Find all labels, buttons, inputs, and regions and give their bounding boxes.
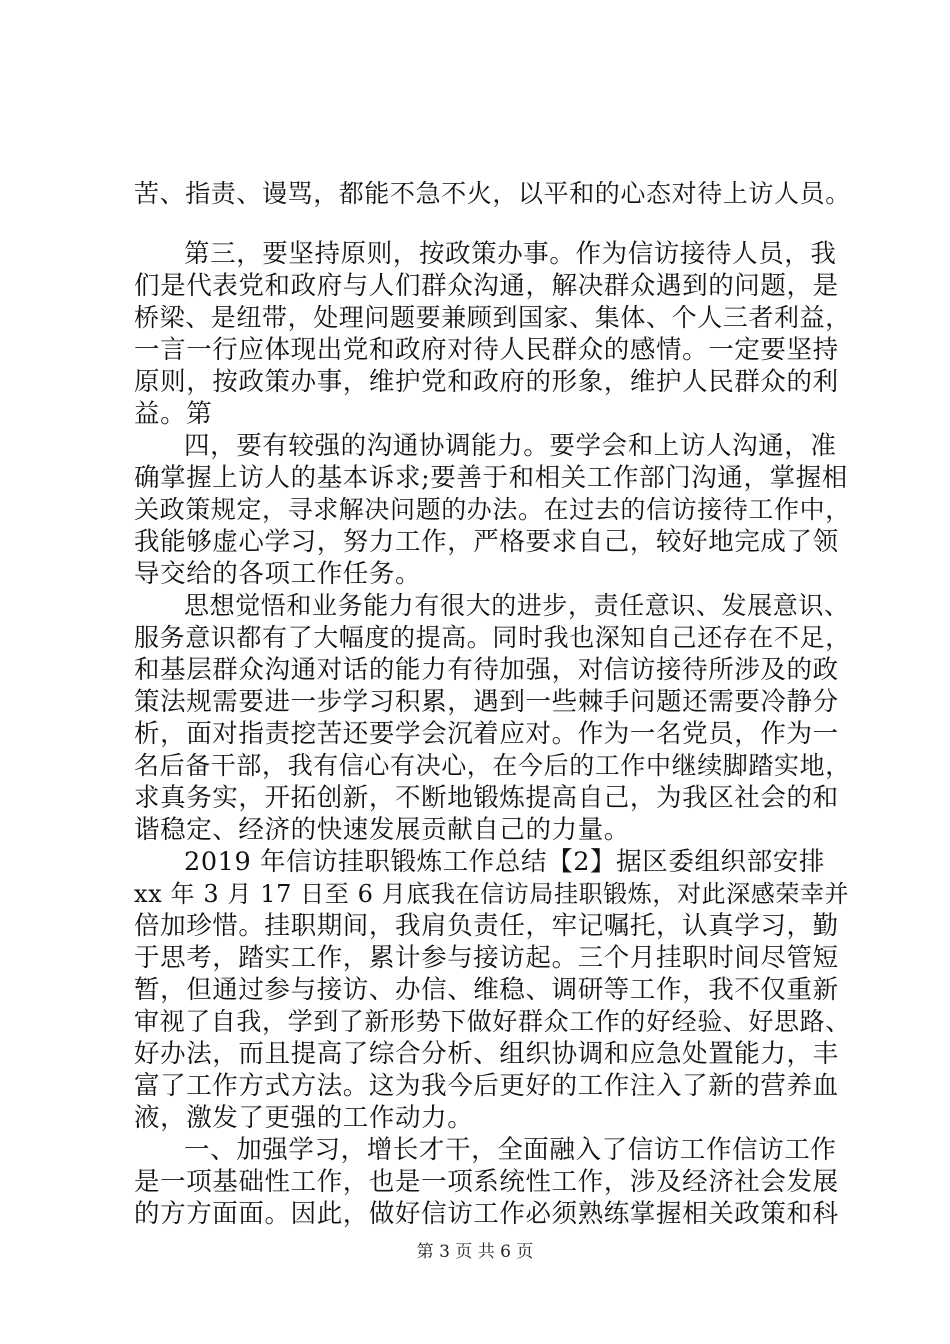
text-line: 桥梁、是纽带，处理问题要兼顾到国家、集体、个人三者利益， [134, 303, 851, 332]
text-line: 第三，要坚持原则，按政策办事。作为信访接待人员，我 [184, 239, 837, 269]
text-line: 暂，但通过参与接访、办信、维稳、调研等工作，我不仅重新 [134, 975, 839, 1005]
text-line: 导交给的各项工作任务。 [134, 559, 422, 589]
text-line: 服务意识都有了大幅度的提高。同时我也深知自己还存在不足， [134, 623, 851, 652]
text-line: 富了工作方式方法。这为我今后更好的工作注入了新的营养血 [134, 1071, 839, 1101]
text-line: 四，要有较强的沟通协调能力。要学会和上访人沟通，准 [184, 431, 837, 461]
text-line: 思想觉悟和业务能力有很大的进步，责任意识、发展意识、 [184, 591, 850, 620]
text-line: 谐稳定、经济的快速发展贡献自己的力量。 [134, 815, 630, 845]
text-line: 们是代表党和政府与人们群众沟通，解决群众遇到的问题，是 [134, 271, 839, 301]
text-line: 2019 年信访挂职锻炼工作总结【2】据区委组织部安排 [184, 847, 825, 877]
text-line: 审视了自我，学到了新形势下做好群众工作的好经验、好思路、 [134, 1007, 851, 1036]
text-line: 原则，按政策办事，维护党和政府的形象，维护人民群众的利 [134, 367, 839, 397]
text-line: 好办法，而且提高了综合分析、组织协调和应急处置能力，丰 [134, 1039, 839, 1069]
text-line: 液，激发了更强的工作动力。 [134, 1103, 474, 1133]
page-number-footer: 第 3 页 共 6 页 [416, 1242, 534, 1262]
text-line: 关政策规定，寻求解决问题的办法。在过去的信访接待工作中， [134, 495, 851, 524]
text-line: 一言一行应体现出党和政府对待人民群众的感情。一定要坚持 [134, 335, 839, 365]
text-line: 倍加珍惜。挂职期间，我肩负责任，牢记嘱托，认真学习，勤 [134, 911, 839, 941]
text-line: 我能够虚心学习，努力工作，严格要求自己，较好地完成了领 [134, 527, 839, 557]
text-line: 策法规需要进一步学习积累，遇到一些棘手问题还需要冷静分 [134, 687, 839, 717]
text-line: 于思考，踏实工作，累计参与接访起。三个月挂职时间尽管短 [134, 943, 839, 973]
text-line: 析，面对指责挖苦还要学会沉着应对。作为一名党员，作为一 [134, 719, 839, 749]
text-line: 的方方面面。因此，做好信访工作必须熟练掌握相关政策和科 [134, 1199, 839, 1229]
text-line: 苦、指责、谩骂，都能不急不火，以平和的心态对待上访人员。 [134, 179, 851, 208]
text-line: 确掌握上访人的基本诉求;要善于和相关工作部门沟通，掌握相 [134, 463, 848, 493]
text-line: 益。第 [134, 399, 213, 429]
text-line: 是一项基础性工作，也是一项系统性工作，涉及经济社会发展 [134, 1167, 839, 1197]
text-line: 一、加强学习，增长才干，全面融入了信访工作信访工作 [184, 1135, 837, 1165]
text-line: xx 年 3 月 17 日至 6 月底我在信访局挂职锻炼，对此深感荣幸并 [134, 880, 850, 908]
text-line: 名后备干部，我有信心有决心，在今后的工作中继续脚踏实地， [134, 751, 851, 780]
text-line: 和基层群众沟通对话的能力有待加强，对信访接待所涉及的政 [134, 655, 839, 685]
text-line: 求真务实，开拓创新，不断地锻炼提高自己，为我区社会的和 [134, 783, 839, 813]
